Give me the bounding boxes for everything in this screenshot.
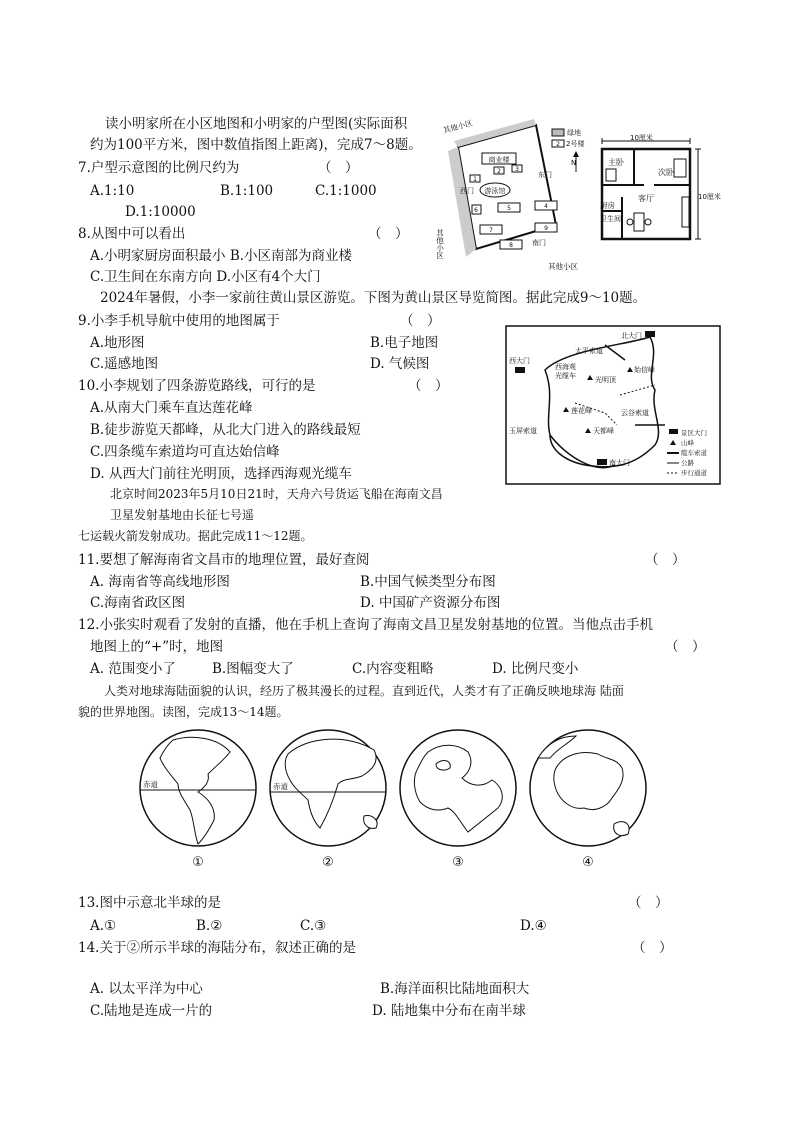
intro-7-8-line1: 读小明家所在小区地图和小明家的户型图(实际面积 [105, 116, 408, 132]
q7-option-b: B.1:100 [220, 183, 274, 199]
answer-bracket-11[interactable]: （ ） [645, 552, 686, 568]
answer-bracket-14[interactable]: （ ） [632, 940, 673, 956]
q14-option-a: A. 以太平洋为中心 [90, 981, 203, 997]
question-7: 7.户型示意图的比例尺约为 [78, 160, 240, 176]
svg-text:3: 3 [515, 166, 519, 173]
north-gate-icon [645, 331, 655, 337]
intro-11-12-line1: 北京时间2023年5月10日21时，天舟六号货运飞船在海南文昌 [110, 487, 443, 501]
commercial-label: 商业楼 [488, 156, 510, 164]
intro-7-8-line2: 约为100平方米，图中数值指图上距离)，完成7～8题。 [90, 137, 422, 153]
q14-option-c: C.陆地是连成一片的 [90, 1003, 213, 1019]
pool-label: 游泳馆 [484, 187, 506, 195]
svg-text:公路: 公路 [681, 459, 694, 467]
q7-option-c: C.1:1000 [315, 183, 377, 199]
q9-option-b: B.电子地图 [370, 335, 439, 351]
svg-text:赤道: 赤道 [143, 780, 158, 789]
question-9: 9.小李手机导航中使用的地图属于 [78, 313, 280, 329]
svg-text:赤道: 赤道 [273, 782, 288, 791]
svg-text:2: 2 [556, 141, 560, 148]
other-community-left: 其他小区 [435, 229, 445, 259]
svg-text:云谷索道: 云谷索道 [621, 409, 649, 417]
legend-building-label: 2号楼 [566, 140, 585, 148]
question-11: 11.要想了解海南省文昌市的地理位置，最好查阅 [78, 552, 370, 568]
intro-9-10: 2024年暑假，小李一家前往黄山景区游览。下图为黄山景区导览简图。据此完成9～10题。 [100, 290, 647, 306]
q11-option-d: D. 中国矿产资源分布图 [360, 595, 501, 611]
west-gate-label: 西门 [460, 187, 474, 195]
south-gate-label: 南门 [532, 239, 546, 247]
master-bedroom-label: 主卧 [608, 158, 624, 167]
q9-option-c: C.遥感地图 [90, 356, 159, 372]
intro-11-12-line2: 卫星发射基地由长征七号遥 [110, 508, 255, 522]
q10-option-b: B.徒步游览天都峰，从北大门进入的路线最短 [90, 422, 361, 438]
south-gate-icon [597, 459, 607, 465]
svg-text:步行通道: 步行通道 [681, 469, 707, 477]
svg-text:始信峰: 始信峰 [634, 366, 655, 374]
q11-option-b: B.中国气候类型分布图 [360, 574, 496, 590]
q8-options-ab: A.小明家厨房面积最小 B.小区南部为商业楼 [90, 248, 353, 264]
question-14: 14.关于②所示半球的海陆分布，叙述正确的是 [78, 940, 356, 956]
q11-option-a: A. 海南省等高线地形图 [90, 574, 230, 590]
legend-green-label: 绿地 [567, 129, 581, 137]
q14-option-b: B.海洋面积比陆地面积大 [380, 981, 530, 997]
globe-3 [400, 730, 516, 846]
svg-text:西海观: 西海观 [555, 363, 576, 371]
question-13: 13.图中示意北半球的是 [78, 895, 221, 911]
question-8: 8.从图中可以看出 [78, 226, 186, 242]
svg-text:南大门: 南大门 [609, 459, 630, 467]
q8-options-cd: C.卫生间在东南方向 D.小区有4个大门 [90, 269, 321, 285]
living-room-label: 客厅 [638, 194, 654, 203]
svg-text:光缆车: 光缆车 [555, 372, 576, 380]
legend-gate-icon [669, 429, 678, 434]
floor-plan [594, 135, 724, 250]
svg-text:天都峰: 天都峰 [593, 427, 614, 435]
q10-option-d: D. 从西大门前往光明顶，选择西海观光缆车 [90, 466, 352, 482]
question-12-line1: 12.小张实时观看了发射的直播，他在手机上查询了海南文昌卫星发射基地的位置。当他点击手机 [78, 617, 653, 633]
svg-text:西大门: 西大门 [509, 357, 530, 365]
question-10: 10.小李规划了四条游览路线，可行的是 [78, 378, 316, 394]
globe-4 [530, 730, 646, 846]
answer-bracket-12[interactable]: （ ） [665, 639, 706, 655]
q13-option-d: D.④ [520, 918, 547, 934]
globe-4-label: ④ [582, 855, 594, 870]
q14-option-d: D. 陆地集中分布在南半球 [372, 1003, 526, 1019]
svg-text:8: 8 [509, 242, 513, 249]
answer-bracket-8[interactable]: （ ） [368, 226, 409, 242]
answer-bracket-9[interactable]: （ ） [400, 313, 441, 329]
svg-text:9: 9 [544, 225, 548, 232]
q13-option-b: B.② [196, 918, 223, 934]
svg-text:北大门: 北大门 [621, 332, 642, 340]
q13-option-c: C.③ [300, 918, 327, 934]
svg-text:4: 4 [544, 203, 548, 210]
svg-text:5: 5 [507, 205, 511, 212]
q7-option-a: A.1:10 [90, 183, 135, 199]
svg-text:莲花峰: 莲花峰 [571, 407, 592, 415]
dim-top-label: 10厘米 [630, 134, 653, 142]
q10-option-c: C.四条缆车索道均可直达始信峰 [90, 444, 280, 460]
globe-2 [270, 730, 386, 846]
svg-text:玉屏索道: 玉屏索道 [509, 427, 537, 435]
svg-text:1: 1 [473, 176, 477, 183]
answer-bracket-13[interactable]: （ ） [628, 895, 669, 911]
intro-13-14-line1: 人类对地球海陆面貌的认识，经历了极其漫长的过程。直到近代，人类才有了正确反映地球海 陆面 [104, 684, 624, 698]
svg-text:光明顶: 光明顶 [595, 376, 616, 384]
q10-option-a: A.从南大门乘车直达莲花峰 [90, 400, 253, 416]
other-community-bottom: 其他小区 [548, 262, 578, 271]
answer-bracket-10[interactable]: （ ） [408, 378, 449, 394]
globe-1-label: ① [192, 855, 204, 870]
north-label: N [571, 159, 577, 167]
globes-figure [138, 728, 648, 873]
q11-option-c: C.海南省政区图 [90, 595, 186, 611]
svg-text:景区大门: 景区大门 [681, 429, 707, 437]
q13-option-a: A.① [90, 918, 117, 934]
answer-bracket-7[interactable]: （ ） [318, 160, 359, 176]
q12-option-b: B.图幅变大了 [212, 661, 294, 677]
globe-2-label: ② [322, 855, 334, 870]
q12-option-c: C.内容变粗略 [352, 661, 434, 677]
huangshan-map [505, 325, 721, 485]
svg-text:缆车索道: 缆车索道 [681, 449, 707, 457]
q7-option-d: D.1:10000 [125, 204, 196, 220]
east-gate-label: 东门 [538, 171, 552, 179]
q12-option-d: D. 比例尺变小 [492, 661, 579, 677]
kitchen-label: 厨房 [600, 201, 615, 210]
svg-text:2: 2 [497, 168, 501, 175]
bathroom-label: 卫生间 [600, 215, 621, 223]
q9-option-d: D. 气候图 [370, 356, 430, 372]
intro-11-12-line3: 七运载火箭发射成功。据此完成11～12题。 [78, 529, 313, 543]
svg-text:太平索道: 太平索道 [575, 347, 603, 355]
dim-right-label: 10厘米 [698, 193, 721, 201]
globe-3-label: ③ [452, 855, 464, 870]
q12-option-a: A. 范围变小了 [90, 661, 176, 677]
svg-text:6: 6 [474, 207, 478, 214]
west-gate-icon [515, 367, 525, 373]
globe-1 [140, 730, 256, 846]
q9-option-a: A.地形图 [90, 335, 145, 351]
question-12-line2: 地图上的“+”时，地图 [90, 639, 224, 655]
community-map [435, 117, 588, 275]
other-community-top: 其他小区 [442, 118, 474, 135]
svg-text:7: 7 [489, 227, 493, 234]
second-bedroom-label: 次卧 [658, 168, 674, 177]
legend-green-swatch [552, 129, 564, 136]
svg-text:山峰: 山峰 [681, 439, 694, 447]
intro-13-14-line2: 貌的世界地图。读图，完成13～14题。 [78, 705, 289, 719]
